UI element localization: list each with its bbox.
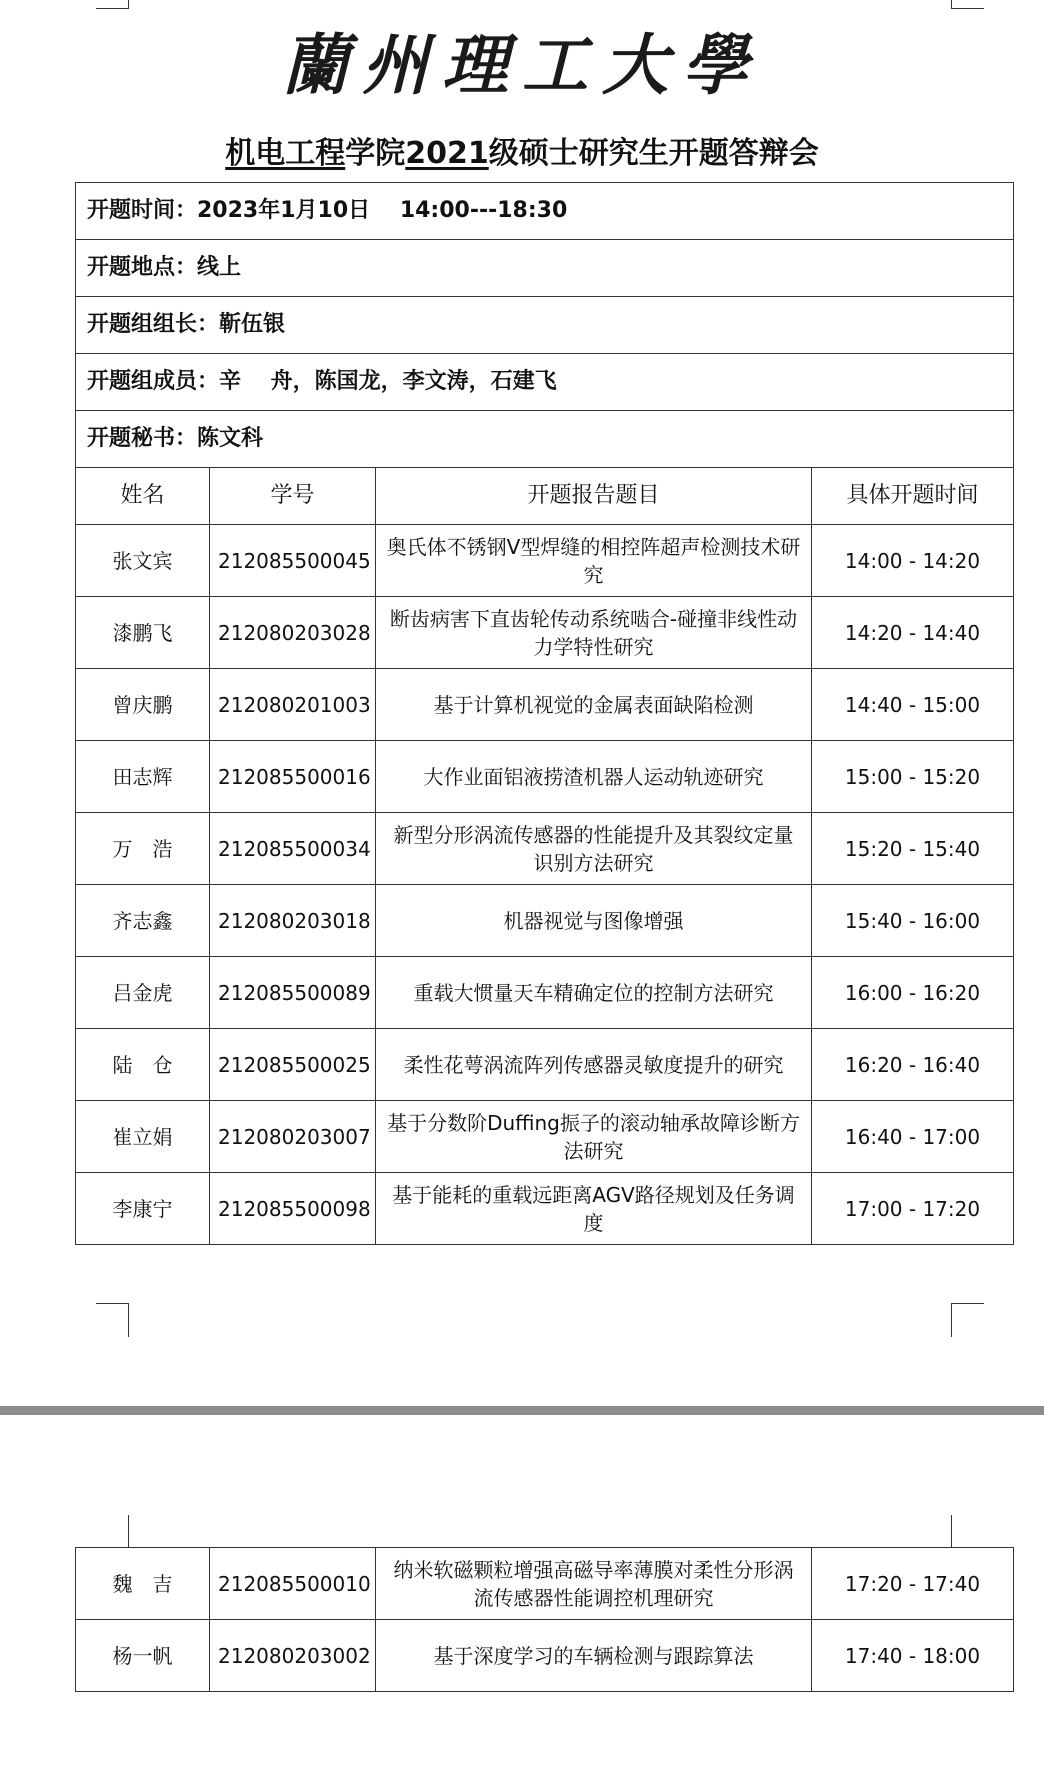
crop-mark <box>951 0 984 9</box>
cell-topic: 奥氏体不锈钢V型焊缝的相控阵超声检测技术研究 <box>376 525 812 597</box>
cell-topic: 基于分数阶Duffing振子的滚动轴承故障诊断方法研究 <box>376 1101 812 1173</box>
table-row <box>76 1548 1014 1620</box>
cell-time: 17:00 - 17:20 <box>812 1173 1014 1245</box>
cell-topic: 重载大惯量天车精确定位的控制方法研究 <box>376 957 812 1029</box>
cell-time: 17:40 - 18:00 <box>812 1620 1014 1692</box>
table-row <box>76 1029 1014 1101</box>
cell-time: 14:20 - 14:40 <box>812 597 1014 669</box>
university-logo: 蘭州理工大學 <box>282 26 762 104</box>
table-header-row <box>76 468 1014 525</box>
cell-student-id: 212085500089 <box>210 957 376 1029</box>
table-row <box>76 885 1014 957</box>
info-members: 开题组成员：辛 舟，陈国龙，李文涛，石建飞 <box>76 354 1014 411</box>
cell-name: 齐志鑫 <box>76 885 210 957</box>
header-topic: 开题报告题目 <box>376 468 812 525</box>
cell-name: 曾庆鹏 <box>76 669 210 741</box>
cell-student-id: 212085500098 <box>210 1173 376 1245</box>
cell-time: 16:40 - 17:00 <box>812 1101 1014 1173</box>
info-place: 开题地点：线上 <box>76 240 1014 297</box>
cell-student-id: 212080201003 <box>210 669 376 741</box>
cell-topic: 纳米软磁颗粒增强高磁导率薄膜对柔性分形涡流传感器性能调控机理研究 <box>376 1548 812 1620</box>
table-row <box>76 525 1014 597</box>
schedule-table <box>75 182 1014 1245</box>
title-year: 2021 <box>405 136 489 171</box>
cell-name: 崔立娟 <box>76 1101 210 1173</box>
table-row <box>76 1173 1014 1245</box>
cell-name: 陆 仓 <box>76 1029 210 1101</box>
cell-topic: 新型分形涡流传感器的性能提升及其裂纹定量识别方法研究 <box>376 813 812 885</box>
crop-mark <box>951 1515 953 1547</box>
table-row <box>76 597 1014 669</box>
cell-name: 吕金虎 <box>76 957 210 1029</box>
cell-student-id: 212085500034 <box>210 813 376 885</box>
cell-time: 15:20 - 15:40 <box>812 813 1014 885</box>
cell-name: 李康宁 <box>76 1173 210 1245</box>
info-secretary: 开题秘书：陈文科 <box>76 411 1014 468</box>
crop-mark <box>96 1303 129 1337</box>
table-row <box>76 957 1014 1029</box>
cell-student-id: 212080203018 <box>210 885 376 957</box>
table-row <box>76 669 1014 741</box>
title-college-part2: 学院 <box>345 136 406 171</box>
cell-topic: 基于计算机视觉的金属表面缺陷检测 <box>376 669 812 741</box>
page-title <box>0 130 1044 178</box>
cell-time: 15:40 - 16:00 <box>812 885 1014 957</box>
crop-mark <box>951 1303 984 1337</box>
cell-student-id: 212080203007 <box>210 1101 376 1173</box>
crop-mark <box>96 0 129 9</box>
cell-time: 17:20 - 17:40 <box>812 1548 1014 1620</box>
cell-time: 14:40 - 15:00 <box>812 669 1014 741</box>
cell-student-id: 212085500045 <box>210 525 376 597</box>
cell-name: 田志辉 <box>76 741 210 813</box>
title-rest: 级硕士研究生开题答辩会 <box>488 136 819 171</box>
cell-topic: 大作业面铝液捞渣机器人运动轨迹研究 <box>376 741 812 813</box>
cell-topic: 机器视觉与图像增强 <box>376 885 812 957</box>
table-row <box>76 1101 1014 1173</box>
title-college-part1: 机电工程 <box>225 136 346 171</box>
cell-time: 15:00 - 15:20 <box>812 741 1014 813</box>
cell-time: 14:00 - 14:20 <box>812 525 1014 597</box>
info-leader: 开题组组长：靳伍银 <box>76 297 1014 354</box>
table-row <box>76 813 1014 885</box>
cell-time: 16:20 - 16:40 <box>812 1029 1014 1101</box>
cell-name: 漆鹏飞 <box>76 597 210 669</box>
table-row <box>76 741 1014 813</box>
cell-name: 杨一帆 <box>76 1620 210 1692</box>
cell-name: 魏 吉 <box>76 1548 210 1620</box>
cell-student-id: 212085500025 <box>210 1029 376 1101</box>
header-name: 姓名 <box>76 468 210 525</box>
cell-student-id: 212085500010 <box>210 1548 376 1620</box>
cell-student-id: 212080203002 <box>210 1620 376 1692</box>
crop-mark <box>128 1515 130 1547</box>
cell-topic: 基于能耗的重载远距离AGV路径规划及任务调度 <box>376 1173 812 1245</box>
table-row <box>76 1620 1014 1692</box>
cell-time: 16:00 - 16:20 <box>812 957 1014 1029</box>
cell-topic: 断齿病害下直齿轮传动系统啮合-碰撞非线性动力学特性研究 <box>376 597 812 669</box>
cell-name: 张文宾 <box>76 525 210 597</box>
page-separator <box>0 1406 1044 1415</box>
cell-topic: 基于深度学习的车辆检测与跟踪算法 <box>376 1620 812 1692</box>
cell-student-id: 212080203028 <box>210 597 376 669</box>
cell-student-id: 212085500016 <box>210 741 376 813</box>
header-student-id: 学号 <box>210 468 376 525</box>
cell-topic: 柔性花萼涡流阵列传感器灵敏度提升的研究 <box>376 1029 812 1101</box>
schedule-table-continued <box>75 1547 1014 1692</box>
header-time: 具体开题时间 <box>812 468 1014 525</box>
cell-name: 万 浩 <box>76 813 210 885</box>
info-time: 开题时间：2023年1月10日 14:00---18:30 <box>76 183 1014 240</box>
